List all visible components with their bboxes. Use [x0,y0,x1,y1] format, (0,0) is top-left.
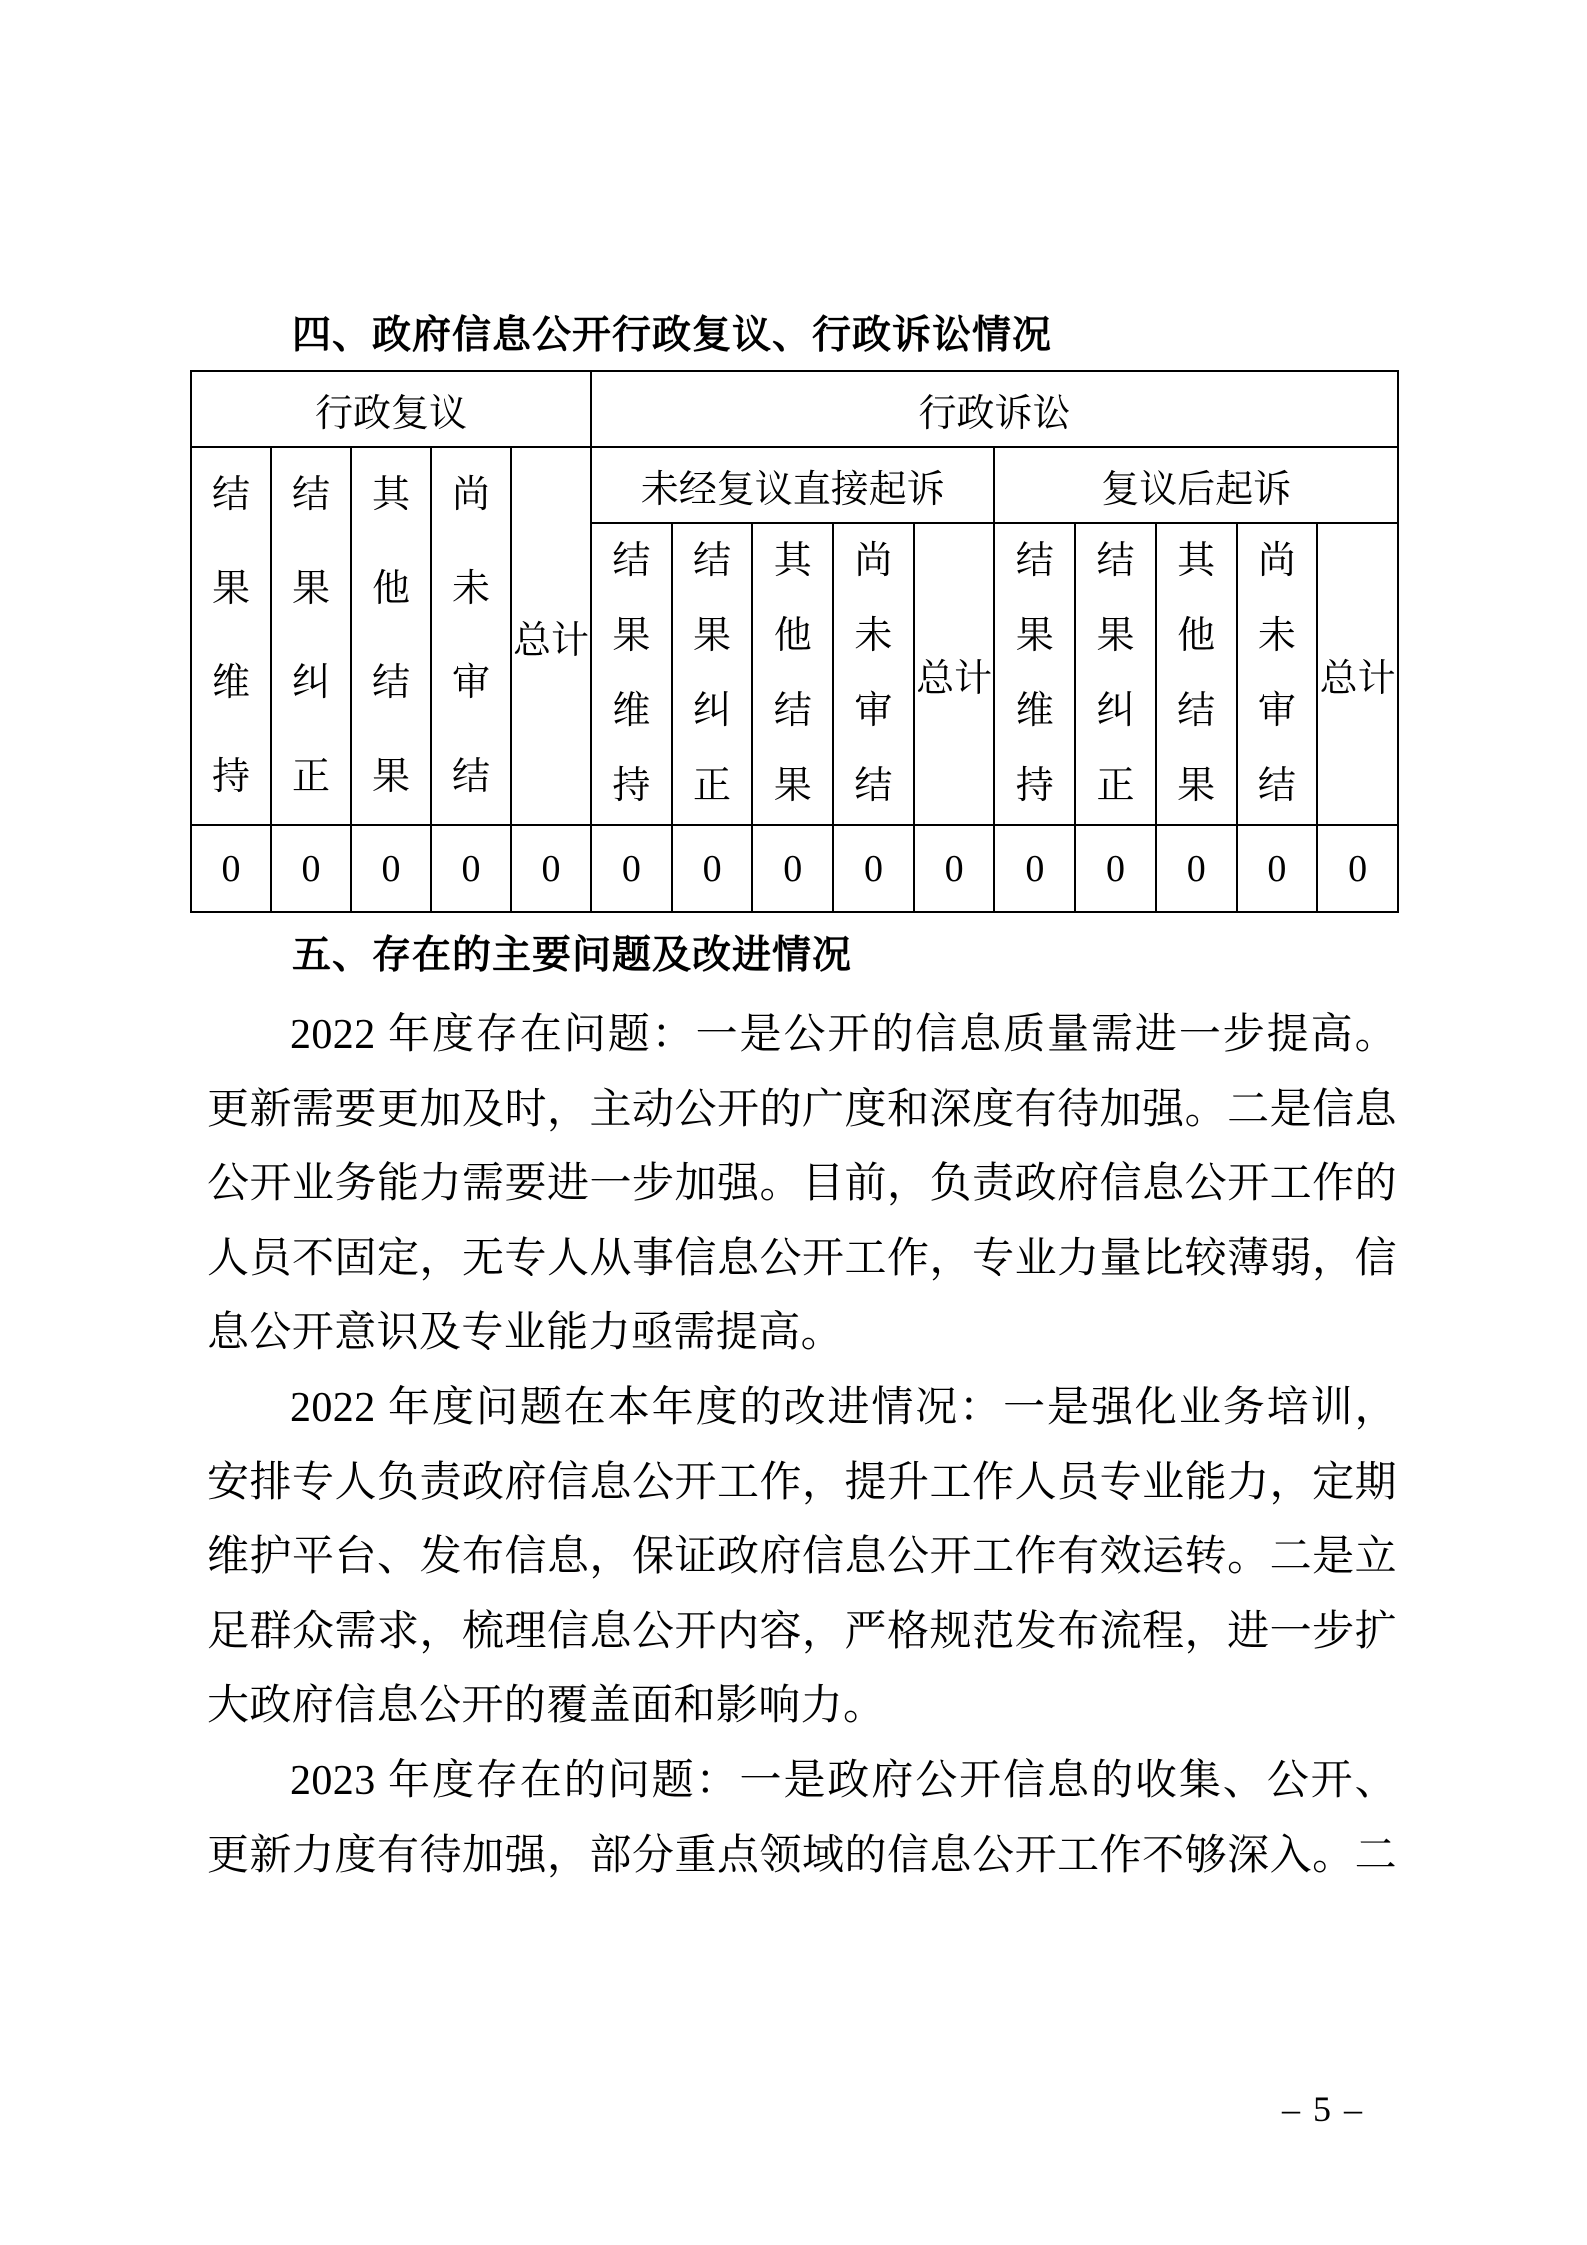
col-header-after-upheld: 结果维持 [994,523,1075,825]
body-line: 息公开意识及专业能力亟需提高。 [207,1310,844,1357]
value-cell: 0 [1075,825,1156,912]
col-header-after-total: 总计 [1317,523,1398,825]
body-line: 2023 年度存在的问题：一是政府公开信息的收集、公开、 [290,1757,1397,1804]
body-line: 维护平台、发布信息，保证政府信息公开工作有效运转。二是立 [207,1534,1397,1581]
value-cell: 0 [914,825,995,912]
body-line: 人员不固定，无专人从事信息公开工作，专业力量比较薄弱，信 [207,1235,1397,1282]
col-header-review-corrected: 结果纠正 [271,447,351,825]
value-cell: 0 [1156,825,1237,912]
value-cell: 0 [591,825,672,912]
value-cell: 0 [511,825,591,912]
value-cell: 0 [271,825,351,912]
col-header-review-total: 总计 [511,447,591,825]
value-cell: 0 [351,825,431,912]
body-line: 2022 年度存在问题：一是公开的信息质量需进一步提高。 [290,1012,1397,1058]
col-header-after-other: 其他结果 [1156,523,1237,825]
col-header-direct-upheld: 结果维持 [591,523,672,825]
value-cell: 0 [1237,825,1318,912]
body-line: 大政府信息公开的覆盖面和影响力。 [207,1683,886,1730]
body-line: 安排专人负责政府信息公开工作，提升工作人员专业能力，定期 [207,1459,1397,1506]
body-line: 更新需要更加及时，主动公开的广度和深度有待加强。二是信息 [207,1086,1397,1133]
section5-body [207,998,1397,1893]
col-header-review-upheld: 结果维持 [191,447,271,825]
page-number: – 5 – [1282,2089,1364,2129]
col-header-direct-other: 其他结果 [752,523,833,825]
body-line: 足群众需求，梳理信息公开内容，严格规范发布流程，进一步扩 [207,1608,1397,1655]
col-header-after-corrected: 结果纠正 [1075,523,1156,825]
col-header-after-pending: 尚未审结 [1237,523,1318,825]
group-header-review: 行政复议 [191,371,591,447]
body-line: 公开业务能力需要进一步加强。目前，负责政府信息公开工作的 [207,1161,1397,1208]
value-cell: 0 [752,825,833,912]
value-cell: 0 [833,825,914,912]
body-line: 更新力度有待加强，部分重点领域的信息公开工作不够深入。二 [207,1832,1397,1879]
table-data-row [191,825,1398,912]
value-cell: 0 [191,825,271,912]
col-header-direct-corrected: 结果纠正 [672,523,753,825]
section4-heading: 四、政府信息公开行政复议、行政诉讼情况 [292,314,1053,357]
col-header-review-pending: 尚未审结 [431,447,511,825]
value-cell: 0 [672,825,753,912]
col-header-direct-pending: 尚未审结 [833,523,914,825]
section5-heading: 五、存在的主要问题及改进情况 [292,934,853,977]
value-cell: 0 [994,825,1075,912]
value-cell: 0 [431,825,511,912]
col-header-direct-total: 总计 [914,523,995,825]
group-header-litigation: 行政诉讼 [591,371,1398,447]
body-line: 2022 年度问题在本年度的改进情况：一是强化业务培训， [290,1384,1397,1431]
value-cell: 0 [1317,825,1398,912]
sub-header-direct-suit: 未经复议直接起诉 [591,447,994,523]
sub-header-after-review-suit: 复议后起诉 [994,447,1398,523]
review-litigation-table [190,370,1399,913]
col-header-review-other: 其他结果 [351,447,431,825]
